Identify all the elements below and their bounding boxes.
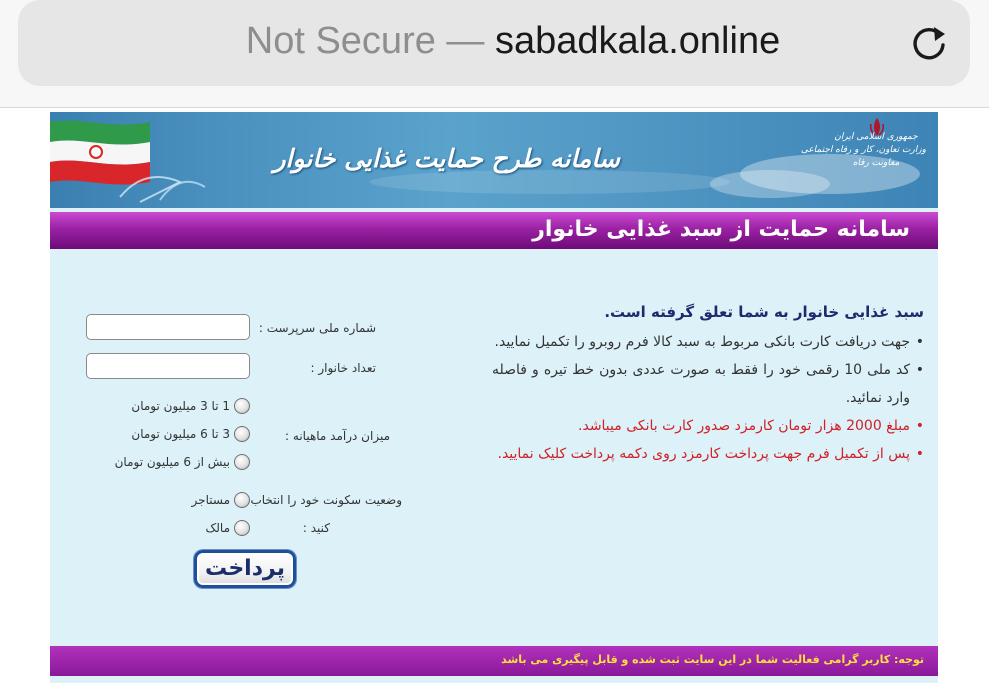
family-count-label: تعداد خانوار :	[310, 361, 376, 375]
national-id-label: شماره ملی سرپرست :	[258, 321, 376, 335]
instructions-list	[492, 328, 924, 468]
instruction-item: • جهت دریافت کارت بانکی مربوط به سبد کالا فرم روبرو را تکمیل نمایید.	[492, 328, 924, 356]
browser-chrome	[0, 0, 989, 108]
address-bar[interactable]	[18, 0, 970, 86]
gov-line-1: جمهوری اسلامی ایران	[834, 132, 918, 142]
pay-button[interactable]: پرداخت	[194, 550, 296, 588]
income-radio-over-6[interactable]	[234, 454, 250, 470]
instruction-item: • کد ملی 10 رقمی خود را فقط به صورت عددی بدون خط تیره و فاصله وارد نمائید.	[492, 356, 924, 412]
income-radio-3-6[interactable]	[234, 426, 250, 442]
income-label: میزان درآمد ماهیانه :	[285, 429, 390, 443]
income-radio-1-3[interactable]	[234, 398, 250, 414]
national-id-input[interactable]	[86, 314, 250, 340]
security-label: Not Secure —	[245, 20, 485, 62]
gov-line-2: وزارت تعاون، کار و رفاه اجتماعی	[800, 145, 926, 155]
footer-note: توجه: کاربر گرامی فعالیت شما در این سایت ثبت شده و قابل پیگیری می باشد	[501, 653, 924, 666]
header-banner	[50, 112, 938, 208]
residence-option-label: مستاجر	[191, 493, 230, 507]
residence-radio-owner[interactable]	[234, 520, 250, 536]
family-count-input[interactable]	[86, 353, 250, 379]
residence-option-label: مالک	[205, 521, 230, 535]
income-option-label: بیش از 6 میلیون تومان	[114, 455, 230, 469]
income-option-label: 1 تا 3 میلیون تومان	[131, 399, 230, 413]
gov-line-3: معاونت رفاه	[852, 158, 900, 168]
page-title: سامانه حمایت از سبد غذایی خانوار	[532, 217, 910, 242]
instructions-panel	[492, 298, 924, 468]
residence-label: وضعیت سکونت خود را انتخاب	[250, 493, 402, 507]
page-title-bar	[50, 212, 938, 249]
domain-text: sabadkala.online	[494, 20, 781, 62]
residence-label-continued: کنید :	[302, 521, 330, 535]
income-option-label: 3 تا 6 میلیون تومان	[131, 427, 230, 441]
banner-title: سامانه طرح حمایت غذایی خانوار	[273, 144, 620, 173]
fee-notice-item: • مبلغ 2000 هزار تومان کارمزد صدور کارت بانکی میباشد.	[492, 412, 924, 440]
instructions-heading: سبد غذایی خانوار به شما تعلق گرفته است.	[604, 303, 924, 321]
footer-bar	[50, 646, 938, 676]
residence-radio-tenant[interactable]	[234, 492, 250, 508]
payment-notice-item: • پس از تکمیل فرم جهت پرداخت کارمزد روی دکمه پرداخت کلیک نمایید.	[492, 440, 924, 468]
reload-icon[interactable]	[908, 22, 950, 64]
ministry-name	[800, 118, 926, 170]
web-page	[50, 112, 938, 683]
address-text	[18, 20, 989, 63]
